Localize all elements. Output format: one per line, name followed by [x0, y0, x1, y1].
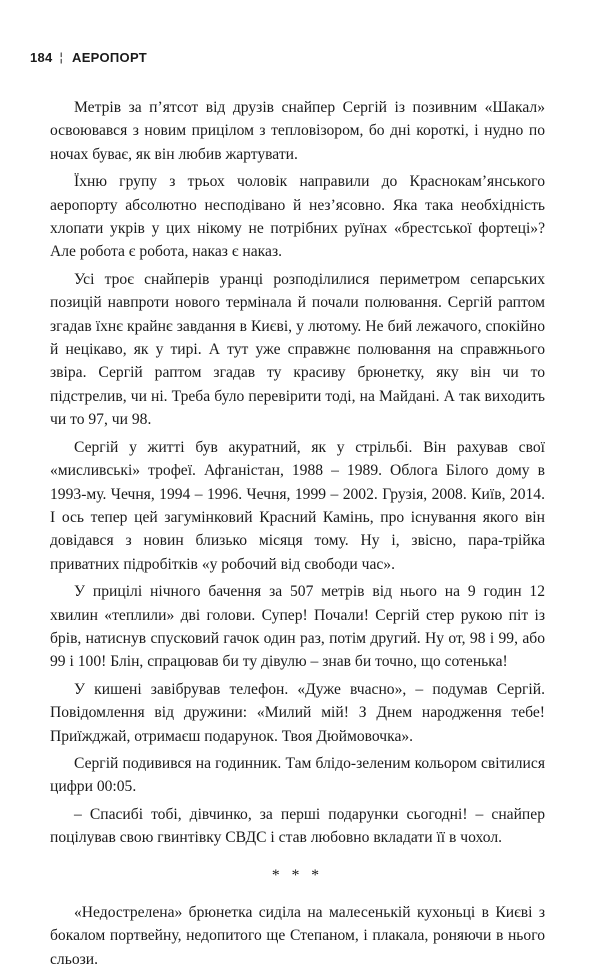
paragraph: «Недострелена» брюнетка сиділа на малесенькій кухоньці в Києві з бокалом портвейну, недопитого ще Степаном, і плакала, роняючи в нього сльози. — [50, 904, 545, 968]
page-number: 184 — [30, 50, 53, 65]
section-break: * * * — [271, 866, 324, 884]
header-separator: ¦ — [59, 49, 64, 64]
paragraph: Метрів за п’ятсот від друзів снайпер Сергій із позивним «Шакал» освоювався з новим прицілом з тепловізором, бо дні короткі, і нудно по ночах буває, як він любив жартувати. — [50, 99, 545, 163]
body-text — [50, 96, 545, 975]
paragraph: Усі троє снайперів уранці розподілилися периметром сепарських позицій навпроти нового термінала й почали полювання. Сергій раптом згадав їхнє крайнє завдання в Києві, у лютому. Не бий лежачого, спокійно й нецікаво, як у тирі. А тут уже справжнє полювання на справжнього звіра. Сергій раптом згадав ту красиву брюнетку, яку він чи то підстрелив, чи ні. Треба було перевірити тоді, на Майдані. А так виходить чи то 97, чи 98. — [50, 270, 545, 429]
paragraph: Їхню групу з трьох чоловік направили до Краснокам’янського аеропорту абсолютно несподівано й нез’ясовно. Яка така необхідність хлопати укрів у цих нікому не потрібних руїнах «брестської фортеці»? Але робота є робота, наказ є наказ. — [50, 173, 545, 261]
paragraph: У кишені завібрував телефон. «Дуже вчасно», – подумав Сергій. Повідомлення від дружини: «Милий мій! З Днем народження тебе! Приїжджай, отримаєш подарунок. Твоя Дюймовочка». — [50, 680, 545, 745]
paragraph: Сергій у житті був акуратний, як у стрільбі. Він рахував свої «мисливські» трофеї. Афганістан, 1988 – 1989. Облога Білого дому в 1993-му. Чечня, 1994 – 1996. Чечня, 1999 – 2002. Грузія, 2008. Київ, 2014. І ось тепер цей загумінковий Красний Камінь, про існування якого він довідався з новин близько місяця тому. Ну і, звісно, пара-трійка приватних підробітків «у робочий від свободи час». — [50, 438, 545, 573]
paragraph: Сергій подивився на годинник. Там блідо-зеленим кольором світилися цифри 00:05. — [50, 754, 545, 796]
paragraph: У прицілі нічного бачення за 507 метрів від нього на 9 годин 12 хвилин «теплили» дві голови. Супер! Почали! Сергій стер рукою піт із брів, натиснув спусковий гачок один раз, потім другий. Ну от, 98 і 99, або 99 і 100! Блін, спрацював би ту дівулю – знав би точно, що сотенька! — [50, 583, 545, 671]
running-header — [30, 50, 147, 65]
paragraph: – Спасибі тобі, дівчинко, за перші подарунки сьогодні! – снайпер поцілував свою гвинтівку СВДС і став любовно вкладати її в чохол. — [50, 805, 545, 847]
running-title: АЕРОПОРТ — [72, 50, 147, 65]
